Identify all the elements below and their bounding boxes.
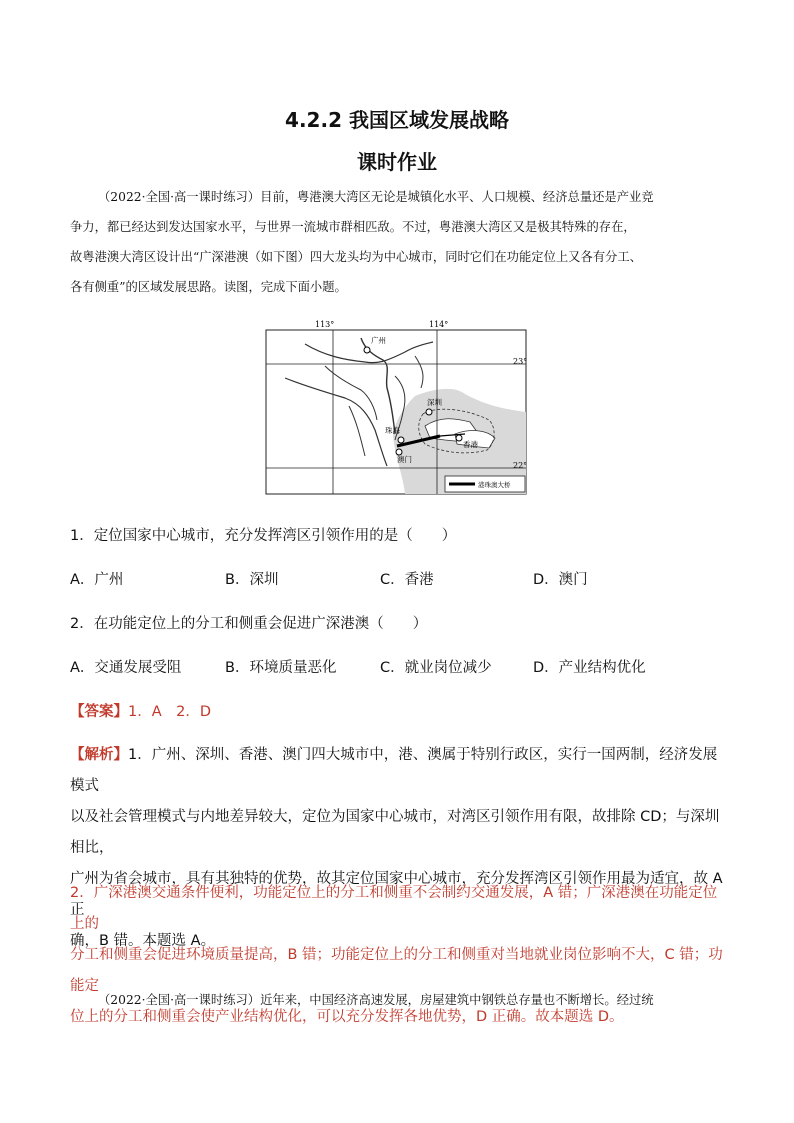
guangzhou-marker <box>364 347 370 353</box>
q1-option-d[interactable]: D．澳门 <box>533 572 588 588</box>
analysis-tag: 【解析】 <box>70 747 128 763</box>
hongkong-marker <box>456 435 462 441</box>
analysis-p2-line-1: 2．广深港澳交通条件便利，功能定位上的分工和侧重不会制约交通发展，A 错；广深港澳在功能定位上的 <box>70 885 718 932</box>
q1-option-c[interactable]: C．香港 <box>380 572 434 588</box>
lon-label-113: 113° <box>315 320 335 329</box>
q1-option-a[interactable]: A．广州 <box>70 572 124 588</box>
analysis-line-2: 以及社会管理模式与内地差异较大，定位为国家中心城市，对湾区引领作用有限，故排除 CD；与深圳相比， <box>70 809 720 856</box>
q2-option-c[interactable]: C．就业岗位减少 <box>380 660 492 676</box>
lat-label-23: 23° <box>513 357 527 366</box>
intro-line-3: 故粤港澳大湾区设计出“广深港澳（如下图）四大龙头均为中心城市，同时它们在功能定位上又各有分工、 <box>70 250 642 264</box>
zhuhai-marker <box>398 437 404 443</box>
lon-label-114: 114° <box>429 320 449 329</box>
city-label-hongkong: 香港 <box>463 440 478 449</box>
intro-line-2: 争力，都已经达到发达国家水平，与世界一流城市群相匹敌。不过，粤港澳大湾区又是极其特殊的存在， <box>70 220 636 234</box>
analysis-line-3: 广州为省会城市，具有其独特的优势，故其定位国家中心城市，充分发挥湾区引领作用最为适宜，故 A 正 <box>70 871 723 918</box>
question-1-stem: 1．定位国家中心城市，充分发挥湾区引领作用的是（ ） <box>70 528 457 544</box>
city-label-guangzhou: 广州 <box>371 336 386 345</box>
answer-tag: 【答案】 <box>70 704 128 720</box>
intro-paragraph <box>70 182 730 302</box>
next-text: 近年来，中国经济高速发展，房屋建筑中钢铁总存量也不断增长。经过统 <box>260 993 654 1007</box>
lat-label-22: 22° <box>513 461 527 470</box>
answer-text: 1．A 2．D <box>128 704 212 720</box>
page-title: 4.2.2 我国区域发展战略 <box>285 108 509 132</box>
analysis-line-1: 【解析】1．广州、深圳、香港、澳门四大城市中，港、澳属于特别行政区，实行一国两制，经济发展模式 <box>70 747 718 794</box>
analysis-line-4: 确，B 错。本题选 A。 <box>70 933 216 949</box>
q2-option-b[interactable]: B．环境质量恶化 <box>225 660 337 676</box>
answer-line <box>70 700 211 721</box>
legend-label: 港珠澳大桥 <box>478 481 511 489</box>
intro-line-1: （2022·全国·高一课时练习）目前，粤港澳大湾区无论是城镇化水平、人口规模、经济总量还是产业竞 <box>98 190 654 204</box>
pearl-river-delta-map <box>265 316 527 496</box>
city-label-shenzhen: 深圳 <box>427 398 442 407</box>
next-source: （2022·全国·高一课时练习） <box>98 993 261 1007</box>
analysis-p2-line-3: 位上的分工和侧重会使产业结构优化，可以充分发挥各地优势，D 正确。故本题选 D。 <box>70 1009 624 1025</box>
page-subtitle: 课时作业 <box>357 150 437 174</box>
question-2-stem: 2．在功能定位上的分工和侧重会促进广深港澳（ ） <box>70 616 428 632</box>
next-question-intro <box>70 985 730 1015</box>
q1-option-b[interactable]: B．深圳 <box>225 572 279 588</box>
intro-source: （2022·全国·高一课时练习） <box>98 190 261 204</box>
shenzhen-marker <box>426 409 432 415</box>
city-label-zhuhai: 珠海 <box>385 426 400 435</box>
q2-option-d[interactable]: D．产业结构优化 <box>533 660 646 676</box>
analysis-p2-line-2: 分工和侧重会促进环境质量提高，B 错；功能定位上的分工和侧重对当地就业岗位影响不大，C 错；功能定 <box>70 947 723 994</box>
city-label-macau: 澳门 <box>397 455 412 464</box>
q2-option-a[interactable]: A．交通发展受阻 <box>70 660 182 676</box>
intro-line-4: 各有侧重”的区域发展思路。读图，完成下面小题。 <box>70 280 347 294</box>
